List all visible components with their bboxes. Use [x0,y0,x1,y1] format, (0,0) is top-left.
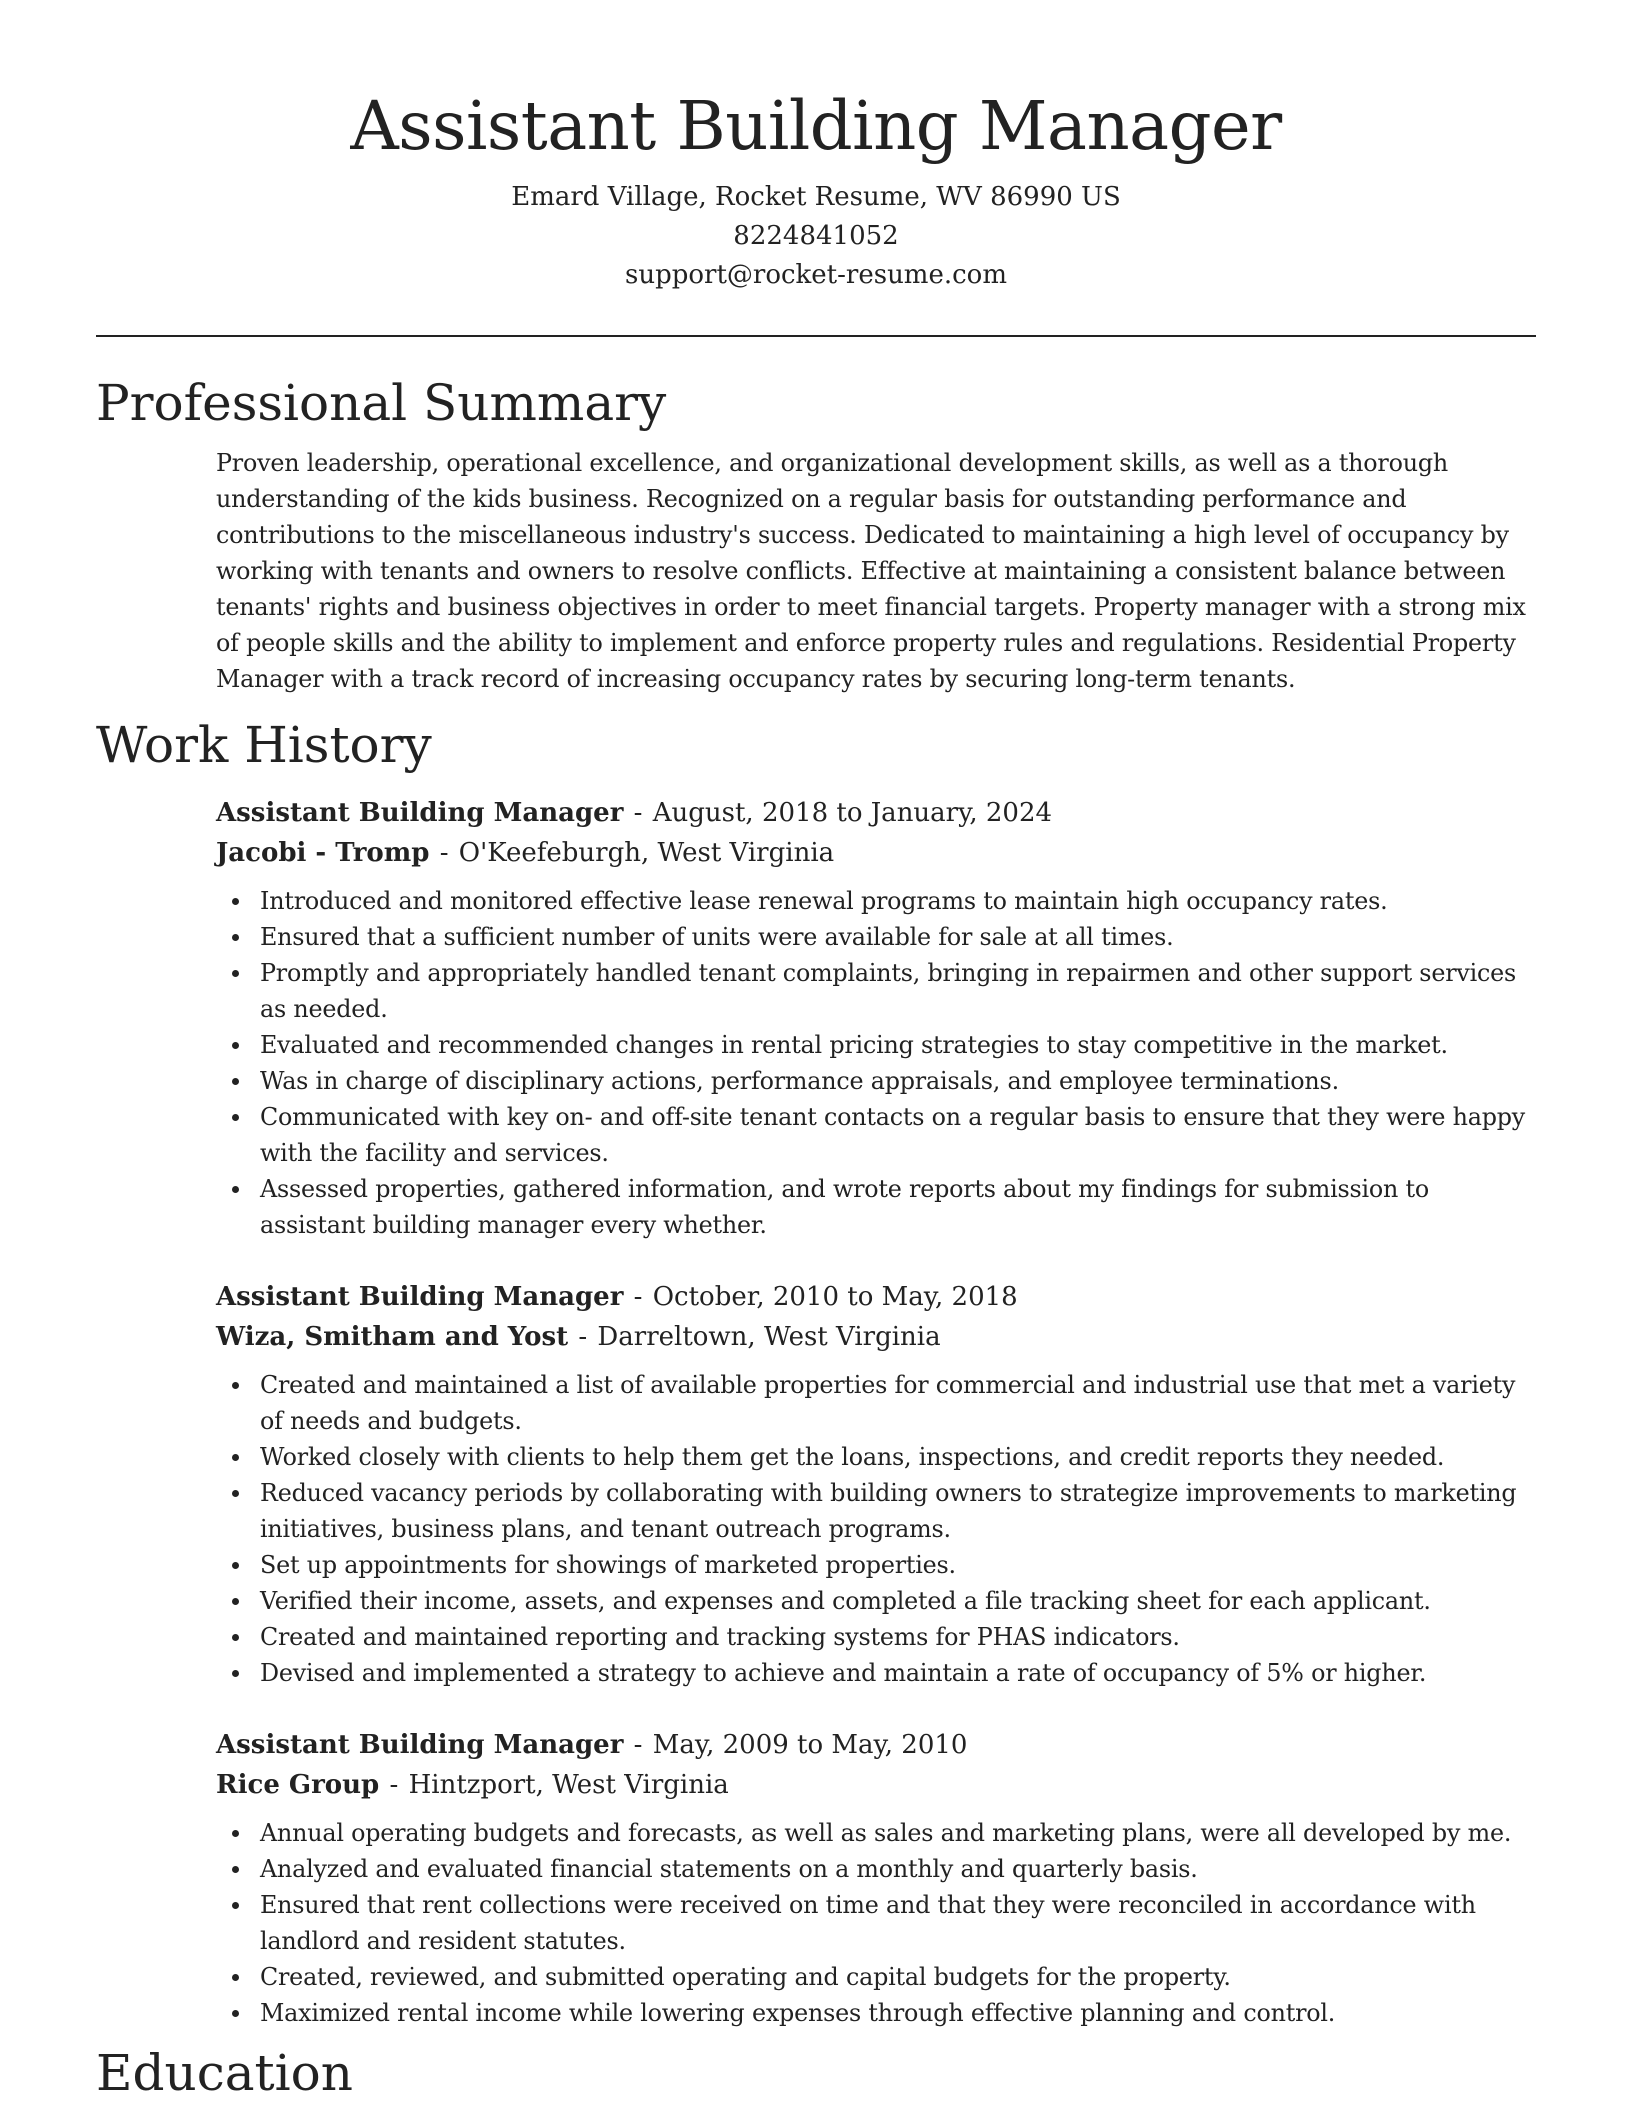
contact-address: Emard Village, Rocket Resume, WV 86990 US [511,182,1121,212]
education-heading: Education [96,2044,353,2102]
job-bullet: Created and maintained a list of available properties for commercial and industrial use that met a variety of needs and budgets. [216,1367,1534,1439]
work-history-heading: Work History [96,716,432,774]
contact-block [96,178,1536,295]
job-company-line [216,1765,1534,1805]
separator: - [625,1730,651,1760]
job-title-line [216,793,1534,833]
job-location: Hintzport, West Virginia [408,1770,729,1800]
job-bullets [216,883,1534,1243]
contact-email: support@rocket-resume.com [624,260,1007,290]
job-bullet: Devised and implemented a strategy to achieve and maintain a rate of occupancy of 5% or higher. [216,1655,1534,1691]
job-company: Wiza, Smitham and Yost [216,1322,569,1352]
job-entry [216,793,1534,1243]
job-bullets [216,1815,1534,2031]
job-bullet: Worked closely with clients to help them get the loans, inspections, and credit reports they needed. [216,1439,1534,1475]
job-bullet: Verified their income, assets, and expenses and completed a file tracking sheet for each applicant. [216,1583,1534,1619]
job-title-line [216,1277,1534,1317]
job-location: O'Keefeburgh, West Virginia [458,838,835,868]
resume-title: Assistant Building Manager [350,87,1282,165]
header-divider [96,335,1536,337]
job-bullet: Ensured that rent collections were received on time and that they were reconciled in accordance with landlord and resident statutes. [216,1887,1534,1959]
job-dates: October, 2010 to May, 2018 [652,1282,1018,1312]
separator: - [625,798,651,828]
job-bullet: Assessed properties, gathered information, and wrote reports about my findings for submission to assistant building manager every whether. [216,1171,1534,1243]
summary-text: Proven leadership, operational excellence, and organizational development skills, as well as a thorough understanding of the kids business. Recognized on a regular basis for outstanding performance and contributions to the miscellaneous industry's success. Dedicated to maintaining a high level of occupancy by working with tenants and owners to resolve conflicts. Effective at maintaining a consistent balance between tenants' rights and business objectives in order to meet financial targets. Property manager with a strong mix of people skills and the ability to implement and enforce property rules and regulations. Residential Property Manager with a track record of increasing occupancy rates by securing long-term tenants. [216,449,1526,693]
job-bullet: Promptly and appropriately handled tenant complaints, bringing in repairmen and other support services as needed. [216,955,1534,1027]
job-title: Assistant Building Manager [216,1730,624,1760]
job-company-line [216,833,1534,873]
job-bullet: Set up appointments for showings of marketed properties. [216,1547,1534,1583]
job-location: Darreltown, West Virginia [597,1322,941,1352]
job-bullet: Annual operating budgets and forecasts, as well as sales and marketing plans, were all developed by me. [216,1815,1534,1851]
resume-page [96,0,1536,2103]
job-title-line [216,1725,1534,1765]
separator: - [570,1322,596,1352]
job-bullet: Ensured that a sufficient number of units were available for sale at all times. [216,919,1534,955]
separator: - [381,1770,407,1800]
job-bullet: Maximized rental income while lowering expenses through effective planning and control. [216,1995,1534,2031]
job-title: Assistant Building Manager [216,798,624,828]
job-company: Jacobi - Tromp [216,838,430,868]
contact-phone: 8224841052 [733,221,899,251]
job-list [216,793,1534,2031]
job-title: Assistant Building Manager [216,1282,624,1312]
job-company: Rice Group [216,1770,380,1800]
job-bullet: Reduced vacancy periods by collaborating with building owners to strategize improvements to marketing initiatives, business plans, and tenant outreach programs. [216,1475,1534,1547]
job-bullet: Introduced and monitored effective lease renewal programs to maintain high occupancy rates. [216,883,1534,919]
job-dates: May, 2009 to May, 2010 [652,1730,968,1760]
job-bullet: Created and maintained reporting and tracking systems for PHAS indicators. [216,1619,1534,1655]
job-dates: August, 2018 to January, 2024 [652,798,1053,828]
job-bullets [216,1367,1534,1691]
job-entry [216,1277,1534,1691]
job-bullet: Analyzed and evaluated financial statements on a monthly and quarterly basis. [216,1851,1534,1887]
separator: - [625,1282,651,1312]
separator: - [431,838,457,868]
job-entry [216,1725,1534,2031]
summary-heading: Professional Summary [96,374,667,432]
job-bullet: Evaluated and recommended changes in rental pricing strategies to stay competitive in the market. [216,1027,1534,1063]
job-company-line [216,1317,1534,1357]
job-bullet: Created, reviewed, and submitted operating and capital budgets for the property. [216,1959,1534,1995]
job-bullet: Communicated with key on- and off-site tenant contacts on a regular basis to ensure that they were happy with the facility and services. [216,1099,1534,1171]
job-bullet: Was in charge of disciplinary actions, performance appraisals, and employee terminations. [216,1063,1534,1099]
